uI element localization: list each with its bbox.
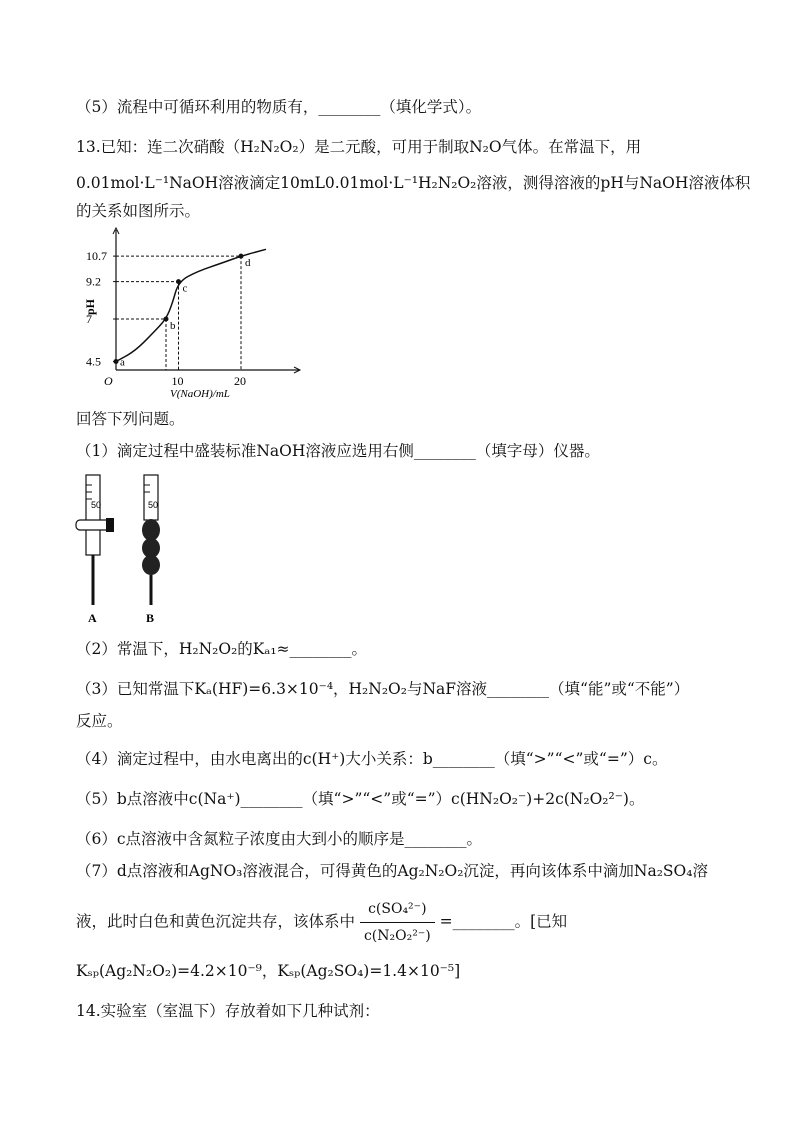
- q13-stem-line1: 13.已知：连二次硝酸（H₂N₂O₂）是二元酸，可用于制取N₂O气体。在常温下，用: [76, 138, 642, 156]
- y-tick-label: 7: [86, 312, 92, 326]
- burette-b-label: B: [146, 611, 155, 625]
- x-tick-label: 20: [234, 374, 246, 388]
- q13-part1: （1）滴定过程中盛装标准NaOH溶液应选用右侧________（填字母）仪器。: [76, 442, 600, 460]
- q13-part7-line1: （7）d点溶液和AgNO₃溶液混合，可得黄色的Ag₂N₂O₂沉淀，再向该体系中滴加Na₂SO₄溶: [76, 862, 708, 880]
- q13-part3-line2: 反应。: [76, 712, 123, 730]
- data-point-d: [239, 254, 244, 259]
- point-label-b: b: [170, 320, 176, 332]
- burette-a: [76, 475, 114, 625]
- q7-line2-post: =________。[已知: [439, 912, 568, 931]
- point-label-d: d: [245, 257, 251, 270]
- data-point-a: [114, 359, 119, 364]
- x-tick-label: 10: [171, 374, 184, 388]
- ratio-denominator: c(N₂O₂²⁻): [363, 928, 431, 944]
- burette-figure: [70, 470, 180, 625]
- chart-guides: [116, 256, 241, 370]
- x-tick-label: O: [104, 374, 113, 388]
- burette-b-scale: 50: [148, 500, 159, 510]
- q13-stem-line3: 的关系如图所示。: [76, 202, 201, 220]
- q7-line2-pre: 液，此时白色和黄色沉淀共存，该体系中: [76, 912, 356, 931]
- q13-part4: （4）滴定过程中，由水电离出的c(H⁺)大小关系：b________（填“>”“<”或“=”）c。: [76, 750, 668, 768]
- q13-part5: （5）b点溶液中c(Na⁺)________（填“>”“<”或“=”）c(HN₂O₂⁻)+2c(N₂O₂²⁻)。: [76, 790, 645, 808]
- q13-stem-line2: 0.01mol·L⁻¹NaOH溶液滴定10mL0.01mol·L⁻¹H₂N₂O₂溶液，测得溶液的pH与NaOH溶液体积: [76, 174, 751, 192]
- y-tick-label: 9.2: [86, 274, 101, 289]
- y-axis-label: pH: [83, 298, 97, 315]
- q13-part6: （6）c点溶液中含氮粒子浓度由大到小的顺序是________。: [76, 830, 483, 848]
- data-point-c: [176, 279, 181, 284]
- point-label-c: c: [182, 282, 188, 295]
- point-label-a: a: [120, 356, 125, 369]
- y-tick-label: 10.7: [86, 249, 107, 264]
- data-point-b: [164, 317, 169, 322]
- titration-curve: [116, 249, 266, 361]
- q12-part5: （5）流程中可循环利用的物质有，________（填化学式）。: [76, 98, 482, 116]
- q13-part3-line1: （3）已知常温下Kₐ(HF)=6.3×10⁻⁴，H₂N₂O₂与NaF溶液________（填“能”或“不能”）: [76, 680, 690, 698]
- q13-part7-line3: Kₛₚ(Ag₂N₂O₂)=4.2×10⁻⁹，Kₛₚ(Ag₂SO₄)=1.4×10⁻⁵]: [76, 962, 461, 980]
- q14-stem: 14.实验室（室温下）存放着如下几种试剂：: [76, 1002, 380, 1020]
- burette-b: [142, 475, 160, 625]
- ratio-numerator: c(SO₄²⁻): [360, 898, 435, 923]
- y-tick-label: 4.5: [86, 354, 101, 369]
- chart-axes: [86, 228, 300, 388]
- burette-a-scale: 50: [91, 500, 102, 510]
- answer-intro: 回答下列问题。: [76, 410, 185, 428]
- concentration-ratio: [360, 898, 435, 947]
- ph-titration-chart: [80, 225, 310, 405]
- q13-part2: （2）常温下，H₂N₂O₂的Kₐ₁≈________。: [76, 640, 368, 658]
- burette-a-label: A: [88, 611, 97, 625]
- q13-part7-line2: [76, 898, 567, 947]
- x-axis-label: V(NaOH)/mL: [170, 388, 230, 400]
